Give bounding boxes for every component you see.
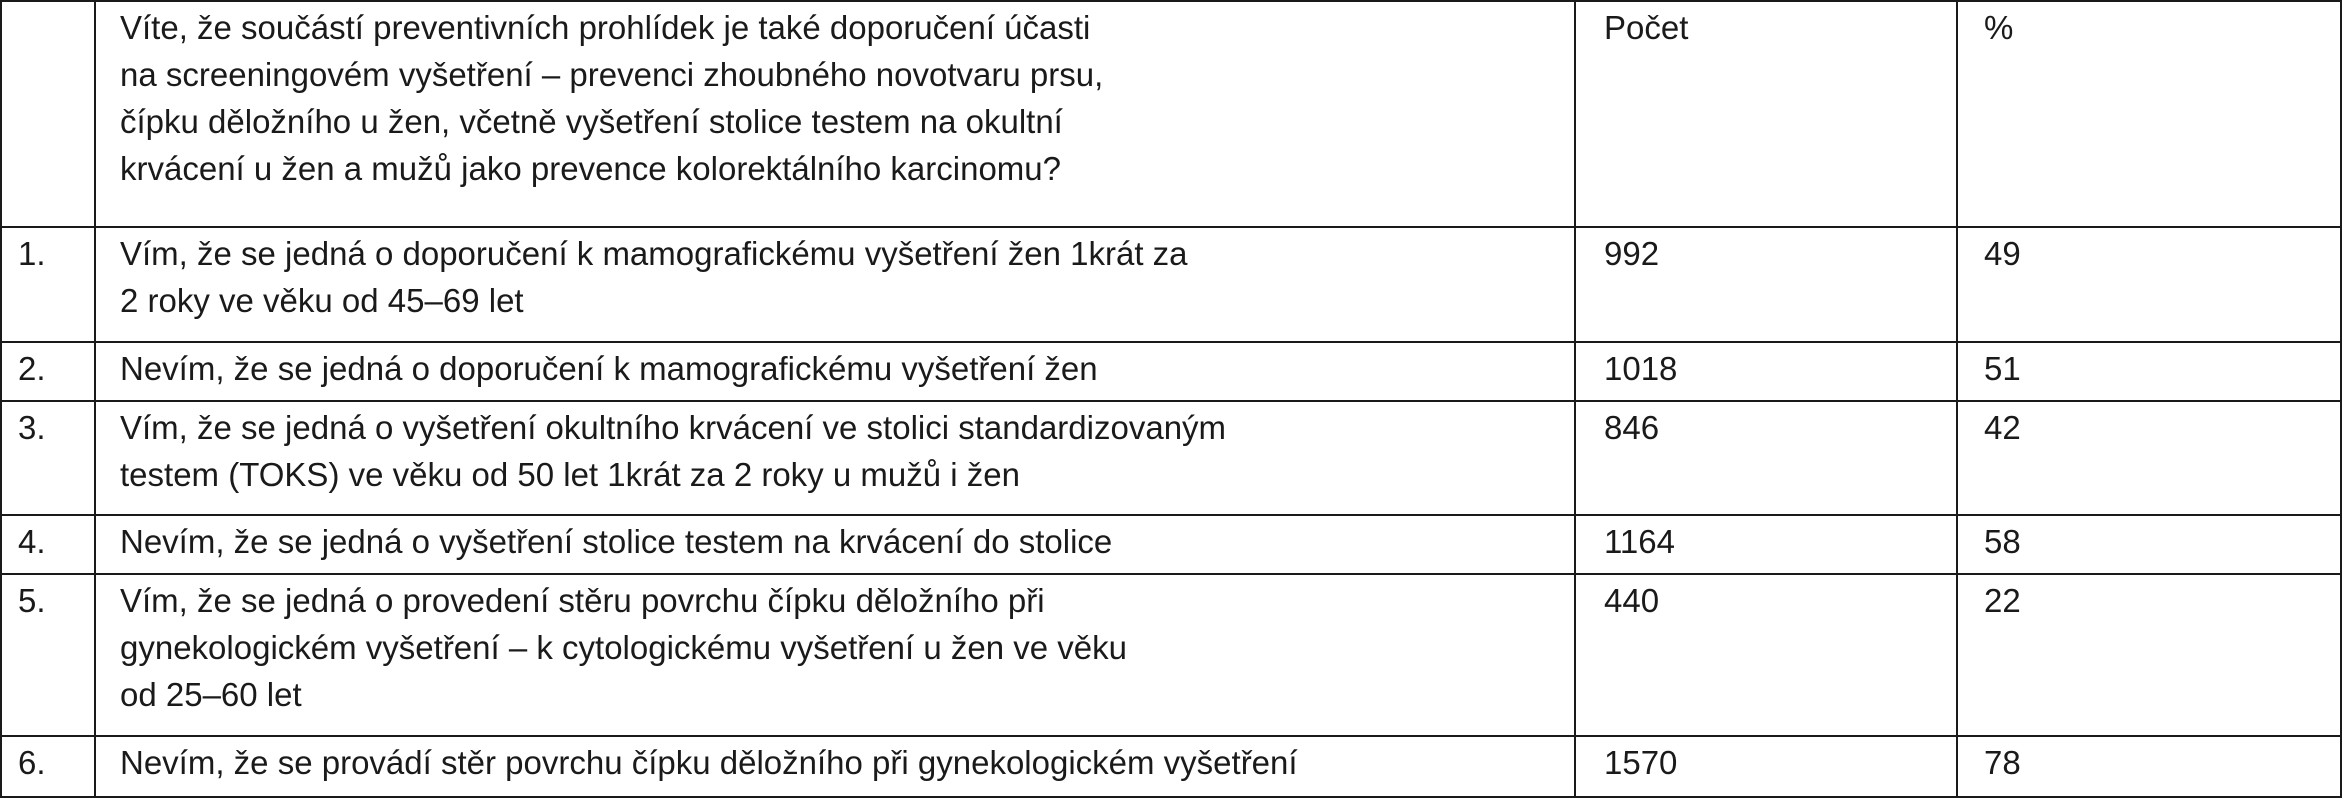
answer-line: Vím, že se jedná o doporučení k mamografickému vyšetření žen 1krát za <box>120 235 1188 272</box>
header-number-cell <box>1 1 95 227</box>
table-header-row <box>1 1 2341 227</box>
row-number: 5. <box>1 574 95 736</box>
answer-line: gynekologickém vyšetření – k cytologickému vyšetření u žen ve věku <box>120 629 1127 666</box>
row-percent: 58 <box>1957 515 2341 574</box>
table-row <box>1 515 2341 574</box>
question-line: čípku děložního u žen, včetně vyšetření stolice testem na okultní <box>120 103 1063 140</box>
answer-line: Vím, že se jedná o provedení stěru povrchu čípku děložního při <box>120 582 1045 619</box>
row-number: 4. <box>1 515 95 574</box>
header-percent-cell: % <box>1957 1 2341 227</box>
table-row <box>1 342 2341 401</box>
table-row <box>1 736 2341 797</box>
row-answer-text <box>95 401 1575 515</box>
row-percent: 22 <box>1957 574 2341 736</box>
answer-line: Nevím, že se jedná o vyšetření stolice testem na krvácení do stolice <box>120 523 1113 560</box>
row-count: 1164 <box>1575 515 1957 574</box>
answer-line: Nevím, že se jedná o doporučení k mamografickému vyšetření žen <box>120 350 1098 387</box>
row-count: 992 <box>1575 227 1957 342</box>
row-number: 2. <box>1 342 95 401</box>
answer-line: Vím, že se jedná o vyšetření okultního krvácení ve stolici standardizovaným <box>120 409 1227 446</box>
row-number: 1. <box>1 227 95 342</box>
answer-line: Nevím, že se provádí stěr povrchu čípku děložního při gynekologickém vyšetření <box>120 744 1298 781</box>
row-percent: 51 <box>1957 342 2341 401</box>
row-percent: 49 <box>1957 227 2341 342</box>
row-percent: 42 <box>1957 401 2341 515</box>
question-line: krvácení u žen a mužů jako prevence kolorektálního karcinomu? <box>120 150 1061 187</box>
row-count: 1018 <box>1575 342 1957 401</box>
row-answer-text <box>95 227 1575 342</box>
answer-line: od 25–60 let <box>120 676 302 713</box>
answer-line: testem (TOKS) ve věku od 50 let 1krát za 2 roky u mužů i žen <box>120 456 1020 493</box>
row-answer-text <box>95 574 1575 736</box>
table-row <box>1 401 2341 515</box>
question-line: Víte, že součástí preventivních prohlídek je také doporučení účasti <box>120 9 1091 46</box>
row-answer-text <box>95 342 1575 401</box>
row-number: 3. <box>1 401 95 515</box>
table-row <box>1 574 2341 736</box>
row-answer-text <box>95 515 1575 574</box>
question-line: na screeningovém vyšetření – prevenci zhoubného novotvaru prsu, <box>120 56 1104 93</box>
header-question-cell <box>95 1 1575 227</box>
table-row <box>1 227 2341 342</box>
row-percent: 78 <box>1957 736 2341 797</box>
row-number: 6. <box>1 736 95 797</box>
row-count: 1570 <box>1575 736 1957 797</box>
answer-line: 2 roky ve věku od 45–69 let <box>120 282 524 319</box>
row-count: 846 <box>1575 401 1957 515</box>
header-count-cell: Počet <box>1575 1 1957 227</box>
row-count: 440 <box>1575 574 1957 736</box>
row-answer-text <box>95 736 1575 797</box>
